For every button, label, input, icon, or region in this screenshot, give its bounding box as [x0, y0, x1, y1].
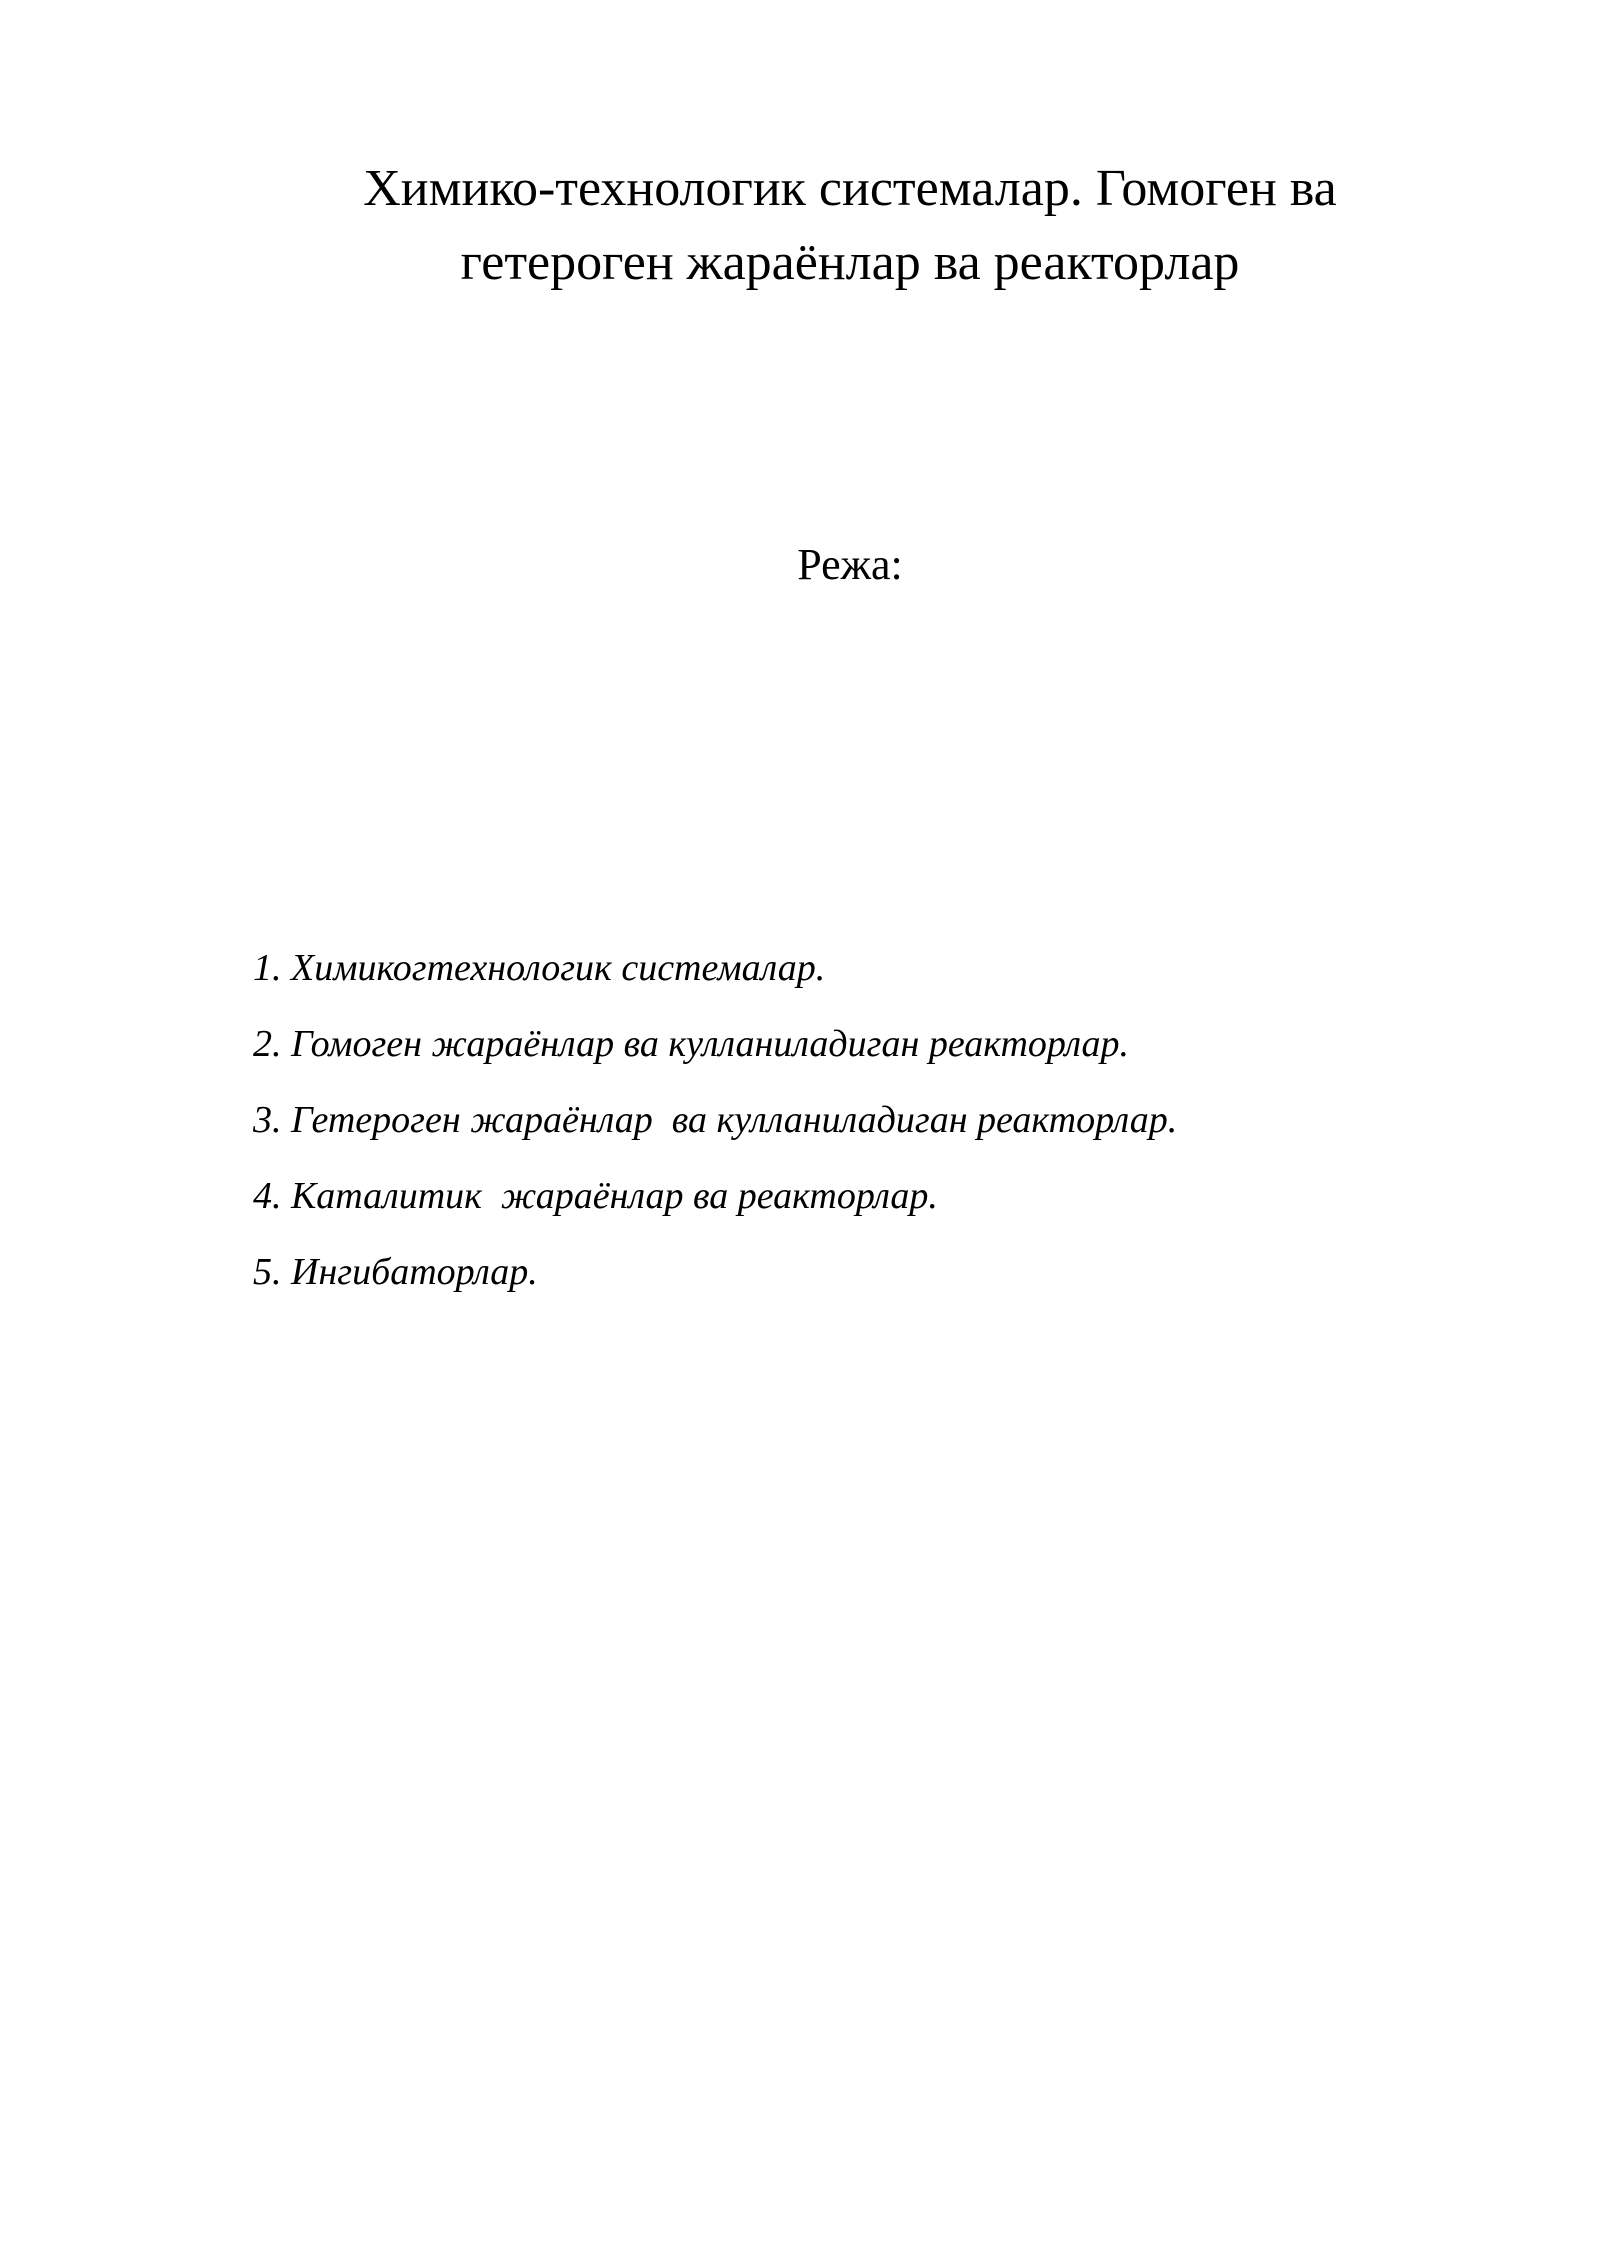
plan-item-2: 2. Гомоген жараёнлар ва кулланиладиган реакторлар. [253, 1023, 1130, 1065]
plan-item-3: 3. Гетероген жараёнлар ва кулланиладиган реакторлар. [253, 1099, 1178, 1141]
plan-item-5: 5. Ингибаторлар. [253, 1251, 538, 1293]
page-title [250, 152, 1450, 300]
plan-item-4: 4. Каталитик жараёнлар ва реакторлар. [253, 1175, 938, 1217]
page-title-line-1: Химико-технологик системалар. Гомоген ва [363, 160, 1337, 217]
page-title-line-2: гетероген жараёнлар ва реакторлар [460, 234, 1240, 291]
plan-item-1: 1. Химикогтехнологик системалар. [253, 947, 826, 989]
plan-heading: Режа: [797, 540, 903, 589]
plan-list [253, 942, 1177, 1322]
